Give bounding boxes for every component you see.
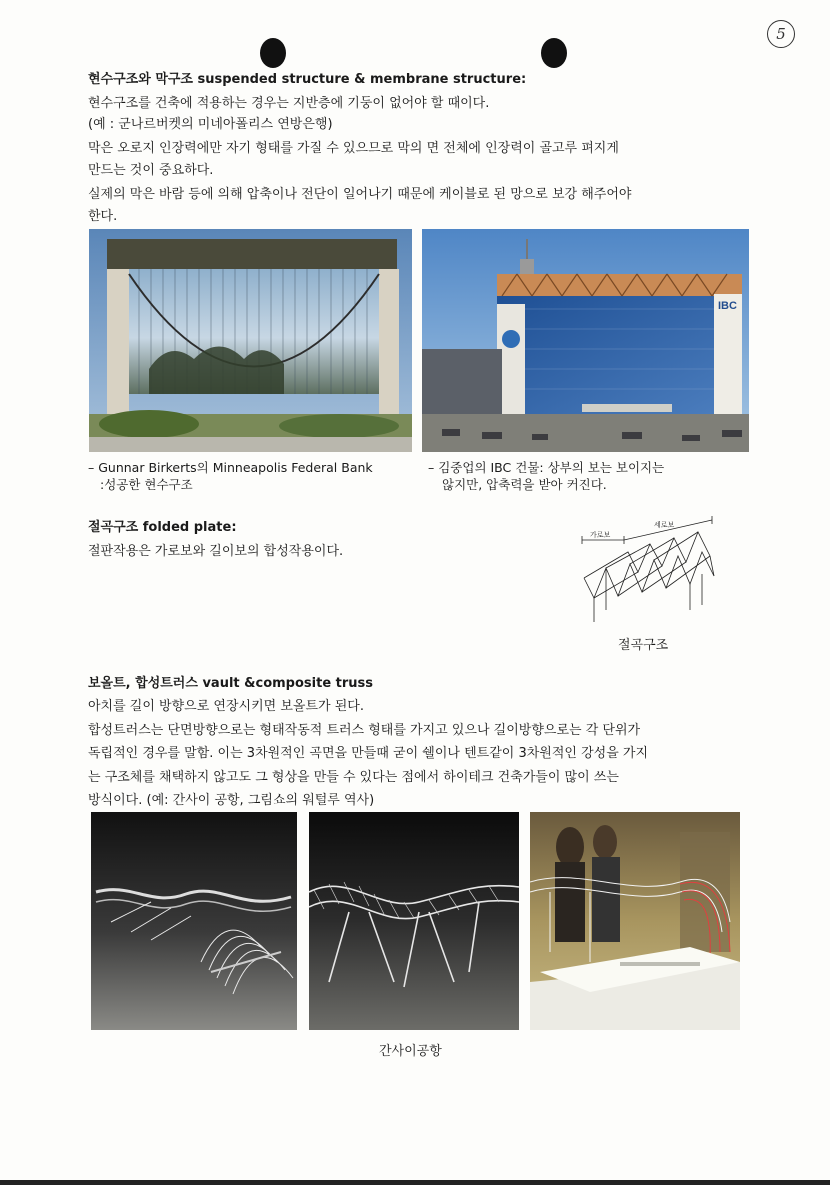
photo-ibc-building (422, 229, 749, 452)
ibc-sign: IBC (718, 300, 737, 312)
photo-kansai-model-2 (309, 812, 519, 1030)
punch-hole-right (541, 38, 567, 68)
page-number: 5 (767, 20, 795, 48)
punch-hole-left (260, 38, 286, 68)
caption-ibc-line2: 않지만, 압축력을 받아 커진다. (442, 477, 607, 492)
caption-folded-plate: 절곡구조 (618, 638, 669, 653)
section-heading-suspended: 현수구조와 막구조 suspended structure & membrane structure: (88, 72, 527, 87)
text-line: 독립적인 경우를 말함. 이는 3차원적인 곡면을 만들때 굳이 쉘이나 텐트같이 3차원적인 강성을 가지 (88, 746, 649, 761)
text-line: 절판작용은 가로보와 길이보의 합성작용이다. (88, 544, 344, 559)
text-line: (예 : 군나르버켓의 미네아폴리스 연방은행) (88, 117, 333, 132)
photo-federal-bank (89, 229, 412, 452)
text-line: 막은 오로지 인장력에만 자기 형태를 가질 수 있으므로 막의 면 전체에 인장력이 골고루 펴지게 (88, 141, 619, 156)
photo-kansai-model-3 (530, 812, 740, 1030)
photo-kansai-model-1 (91, 812, 297, 1030)
caption-kansai-airport: 간사이공항 (379, 1044, 442, 1059)
text-line: 는 구조체를 채택하지 않고도 그 형상을 만들 수 있다는 점에서 하이테크 건축가들이 많이 쓰는 (88, 770, 619, 785)
scan-edge (0, 1180, 830, 1185)
text-line: 한다. (88, 209, 118, 224)
text-line: 현수구조를 건축에 적용하는 경우는 지반층에 기둥이 없어야 할 때이다. (88, 96, 490, 111)
folded-plate-diagram (572, 510, 722, 635)
caption-federal-bank-line1: – Gunnar Birkerts의 Minneapolis Federal Bank (88, 460, 373, 475)
diagram-label-short: 가로보 (590, 531, 611, 539)
diagram-label-long: 세로보 (654, 521, 675, 529)
caption-ibc-line1: – 김중업의 IBC 건물: 상부의 보는 보이지는 (428, 460, 665, 475)
text-line: 아치를 길이 방향으로 연장시키면 보올트가 된다. (88, 699, 364, 714)
text-line: 합성트러스는 단면방향으로는 형태작동적 트러스 형태를 가지고 있으나 길이방향으로는 각 단위가 (88, 723, 641, 738)
section-heading-vault: 보올트, 합성트러스 vault &composite truss (88, 676, 374, 691)
text-line: 실제의 막은 바람 등에 의해 압축이나 전단이 일어나기 때문에 케이블로 된 망으로 보강 해주어야 (88, 187, 632, 202)
text-line: 만드는 것이 중요하다. (88, 163, 214, 178)
caption-federal-bank-line2: :성공한 현수구조 (100, 477, 193, 492)
text-line: 방식이다. (예: 간사이 공항, 그림쇼의 워털루 역사) (88, 793, 375, 808)
section-heading-folded: 절곡구조 folded plate: (88, 520, 237, 535)
